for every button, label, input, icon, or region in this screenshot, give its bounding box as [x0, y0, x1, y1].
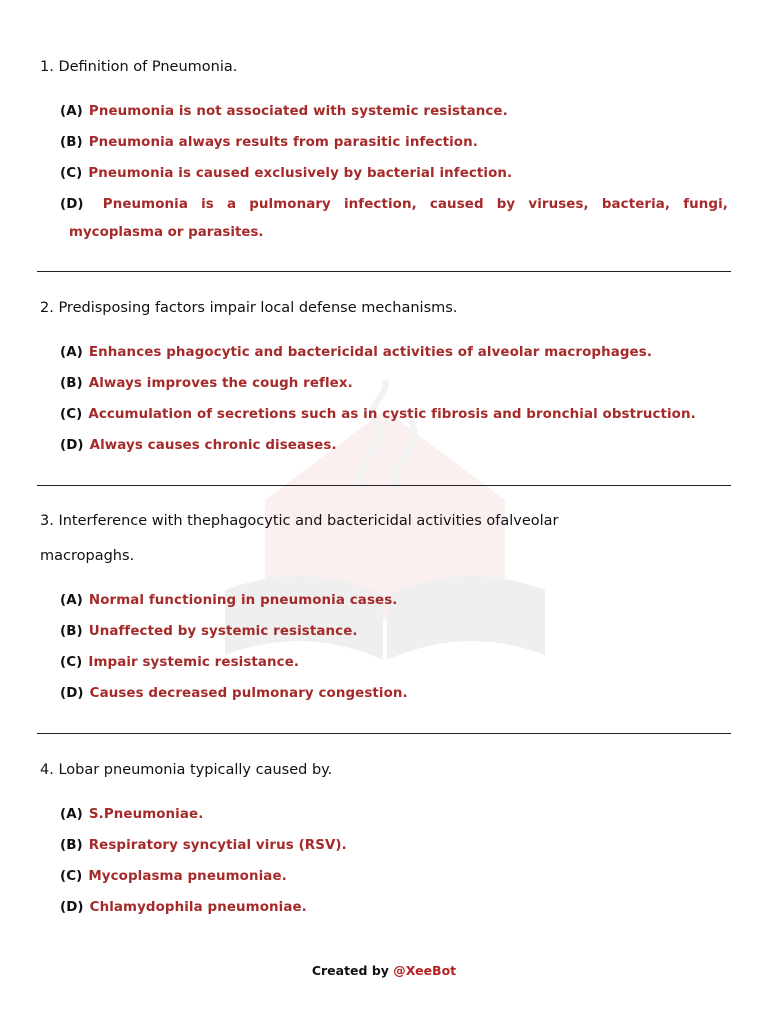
option-label: (B) [60, 135, 83, 150]
option-text: Causes decreased pulmonary congestion. [89, 686, 408, 701]
question-4-option-c[interactable] [60, 869, 728, 884]
question-3-option-c[interactable] [60, 655, 728, 670]
question-1-option-d-continuation: mycoplasma or parasites. [69, 225, 264, 240]
question-1-option-b[interactable] [60, 135, 728, 150]
question-1-option-d[interactable] [60, 197, 728, 212]
option-text: Mycoplasma pneumoniae. [88, 869, 287, 884]
option-text: Respiratory syncytial virus (RSV). [88, 838, 347, 853]
question-4-option-a[interactable] [60, 807, 728, 822]
footer-prefix: Created by [311, 963, 389, 978]
option-text: Accumulation of secretions such as in cystic fibrosis and bronchial obstruction. [88, 407, 696, 422]
divider [37, 733, 731, 734]
divider [37, 271, 731, 272]
option-label: (D) [60, 900, 84, 915]
option-text: S.Pneumoniae. [88, 807, 204, 822]
question-4-option-b[interactable] [60, 838, 728, 853]
option-label: (C) [60, 655, 83, 670]
option-label: (A) [60, 345, 83, 360]
author-handle-link[interactable]: @XeeBot [393, 963, 457, 978]
option-text: Always causes chronic diseases. [89, 438, 337, 453]
option-label: (A) [60, 593, 83, 608]
question-3-title-continuation: macropaghs. [40, 548, 135, 564]
option-text: Pneumonia always results from parasitic infection. [88, 135, 478, 150]
question-1-option-a[interactable] [60, 104, 728, 119]
question-2-option-d[interactable] [60, 438, 728, 453]
divider [37, 485, 731, 486]
option-label: (D) [60, 197, 84, 212]
option-label: (C) [60, 407, 83, 422]
option-label: (D) [60, 686, 84, 701]
option-label: (B) [60, 624, 83, 639]
option-label: (B) [60, 838, 83, 853]
option-label: (C) [60, 869, 83, 884]
question-3-option-b[interactable] [60, 624, 728, 639]
option-text: Chlamydophila pneumoniae. [89, 900, 307, 915]
option-label: (A) [60, 104, 83, 119]
option-label: (A) [60, 807, 83, 822]
option-label: (C) [60, 166, 83, 181]
option-text: Unaffected by systemic resistance. [88, 624, 358, 639]
option-text: Always improves the cough reflex. [88, 376, 353, 391]
option-text: Pneumonia is not associated with systemic resistance. [88, 104, 508, 119]
question-2-option-c[interactable] [60, 407, 728, 422]
question-2-option-b[interactable] [60, 376, 728, 391]
option-text: Normal functioning in pneumonia cases. [88, 593, 398, 608]
option-text: Pneumonia is a pulmonary infection, caused by viruses, bacteria, fungi, [102, 197, 728, 212]
question-3-title: 3. Interference with thephagocytic and bactericidal activities ofalveolar [40, 513, 559, 529]
option-label: (D) [60, 438, 84, 453]
footer-credit [0, 963, 768, 978]
option-text: Enhances phagocytic and bactericidal activities of alveolar macrophages. [88, 345, 652, 360]
question-1-option-c[interactable] [60, 166, 728, 181]
question-3-option-a[interactable] [60, 593, 728, 608]
option-text: Impair systemic resistance. [88, 655, 300, 670]
question-3-option-d[interactable] [60, 686, 728, 701]
question-2-title: 2. Predisposing factors impair local defense mechanisms. [40, 300, 458, 316]
question-4-option-d[interactable] [60, 900, 728, 915]
question-4-title: 4. Lobar pneumonia typically caused by. [40, 762, 333, 778]
question-1-title: 1. Definition of Pneumonia. [40, 59, 238, 75]
question-2-option-a[interactable] [60, 345, 728, 360]
option-label: (B) [60, 376, 83, 391]
option-text: Pneumonia is caused exclusively by bacterial infection. [88, 166, 513, 181]
